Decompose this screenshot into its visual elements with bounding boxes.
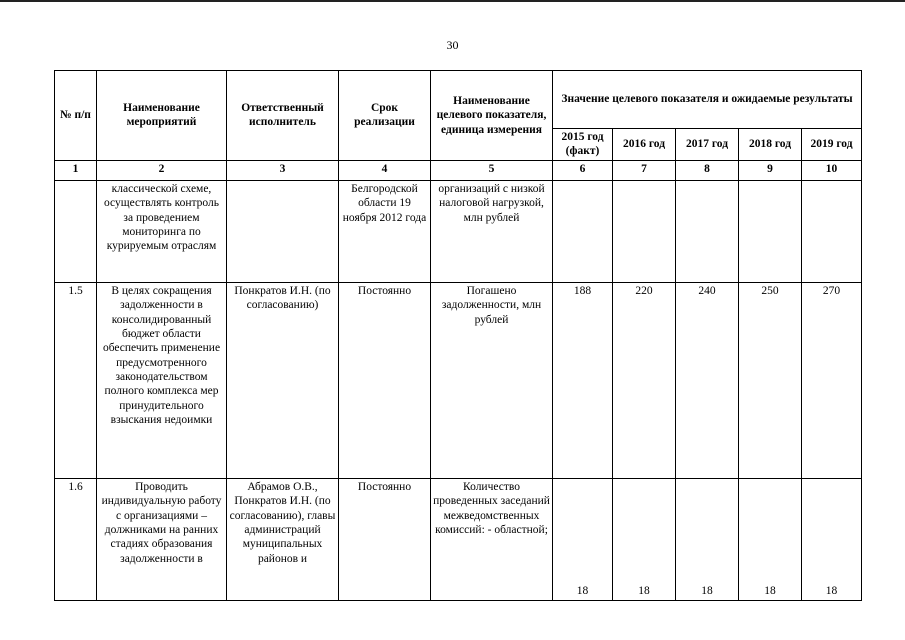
header-term: Срок реализации <box>339 71 431 161</box>
row-value: 220 <box>613 282 676 478</box>
table-row <box>55 478 862 600</box>
row-value: 188 <box>553 282 613 478</box>
row-responsible: Понкратов И.Н. (по согласованию) <box>227 282 339 478</box>
column-number: 7 <box>613 160 676 180</box>
row-value: 240 <box>676 282 739 478</box>
row-num: 1.5 <box>55 282 97 478</box>
header-name: Наименование мероприятий <box>97 71 227 161</box>
column-number: 3 <box>227 160 339 180</box>
row-term: Белгородской области 19 ноября 2012 года <box>339 180 431 282</box>
row-responsible: Абрамов О.В., Понкратов И.Н. (по согласованию), главы администраций муниципальных районов и <box>227 478 339 600</box>
row-num: 1.6 <box>55 478 97 600</box>
column-number: 4 <box>339 160 431 180</box>
row-measure-name: В целях сокращения задолженности в консолидированный бюджет области обеспечить применение предусмотренного законодательством полного комплекса мер принудительного взыскания недоимки <box>97 282 227 478</box>
header-num: № п/п <box>55 71 97 161</box>
row-value: 18 <box>802 478 862 600</box>
row-num <box>55 180 97 282</box>
row-measure-name: классической схеме, осуществлять контроль за проведением мониторинга по курируемым отраслям <box>97 180 227 282</box>
header-row-1 <box>55 71 862 129</box>
row-value <box>802 180 862 282</box>
row-value: 250 <box>739 282 802 478</box>
row-term: Постоянно <box>339 478 431 600</box>
page-number: 30 <box>446 38 459 52</box>
row-value <box>676 180 739 282</box>
header-year: 2016 год <box>613 129 676 161</box>
row-value <box>553 180 613 282</box>
column-number: 1 <box>55 160 97 180</box>
header-year: 2018 год <box>739 129 802 161</box>
row-indicator: организаций с низкой налоговой нагрузкой, млн рублей <box>431 180 553 282</box>
row-value: 270 <box>802 282 862 478</box>
row-indicator: Количество проведенных заседаний межведомственных комиссий: - областной; <box>431 478 553 600</box>
row-value: 18 <box>739 478 802 600</box>
header-year: 2015 год (факт) <box>553 129 613 161</box>
row-responsible <box>227 180 339 282</box>
row-value <box>613 180 676 282</box>
column-number: 2 <box>97 160 227 180</box>
column-number: 10 <box>802 160 862 180</box>
header-year: 2019 год <box>802 129 862 161</box>
row-value <box>739 180 802 282</box>
top-edge-line <box>0 0 905 2</box>
table-row <box>55 282 862 478</box>
header-year: 2017 год <box>676 129 739 161</box>
row-measure-name: Проводить индивидуальную работу с организациями – должниками на ранних стадиях образования задолженности в <box>97 478 227 600</box>
row-value: 18 <box>553 478 613 600</box>
column-number: 8 <box>676 160 739 180</box>
column-number: 9 <box>739 160 802 180</box>
header-values-group: Значение целевого показателя и ожидаемые результаты <box>553 71 862 129</box>
row-indicator: Погашено задолженности, млн рублей <box>431 282 553 478</box>
column-number: 6 <box>553 160 613 180</box>
column-number: 5 <box>431 160 553 180</box>
measures-table <box>54 70 862 601</box>
column-number-row <box>55 160 862 180</box>
row-term: Постоянно <box>339 282 431 478</box>
header-responsible: Ответственный исполнитель <box>227 71 339 161</box>
table-row <box>55 180 862 282</box>
header-indicator: Наименование целевого показателя, единица измерения <box>431 71 553 161</box>
row-value: 18 <box>676 478 739 600</box>
row-value: 18 <box>613 478 676 600</box>
